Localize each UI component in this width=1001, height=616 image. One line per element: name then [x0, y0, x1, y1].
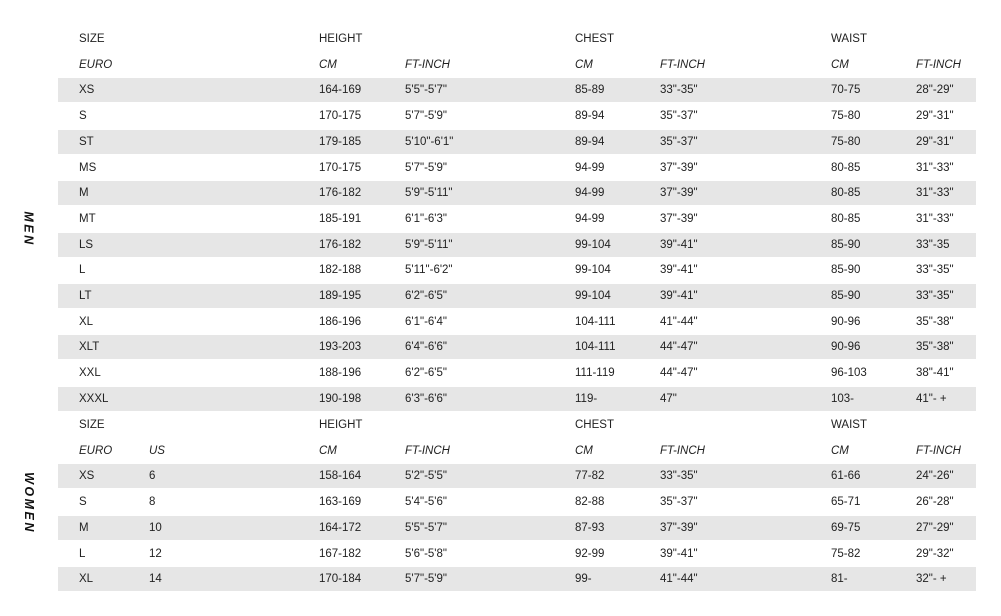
- waist-cm-cell: 85-90: [831, 238, 861, 251]
- table-row: [58, 387, 976, 411]
- height-cm-cell: 167-182: [319, 547, 362, 560]
- height-ft-cell: 6'3"-6'6": [405, 392, 447, 405]
- waist-cm-cell: 70-75: [831, 84, 861, 97]
- waist-ft-cell: 31"-33": [916, 212, 954, 225]
- table-row: [58, 258, 976, 282]
- waist-cm-cell: 65-71: [831, 496, 861, 509]
- size-header: SIZE: [79, 419, 105, 431]
- chest-cm-cell: 94-99: [575, 187, 605, 200]
- chest-cm-subheader: CM: [575, 444, 593, 457]
- waist-cm-cell: 75-80: [831, 110, 861, 123]
- table-row: [58, 464, 976, 488]
- height-ft-cell: 5'9"-5'11": [405, 187, 453, 200]
- chest-cm-cell: 119-: [575, 392, 598, 405]
- height-cm-cell: 164-172: [319, 521, 362, 534]
- height-ft-cell: 6'2"-6'5": [405, 367, 447, 380]
- chest-ft-cell: 44"-47": [660, 367, 698, 380]
- euro-size-cell: S: [79, 496, 87, 509]
- waist-ft-subheader: FT-INCH: [916, 58, 961, 71]
- waist-ft-cell: 38"-41": [916, 367, 954, 380]
- waist-ft-cell: 29"-31": [916, 110, 954, 123]
- chest-ft-cell: 35"-37": [660, 496, 698, 509]
- chest-cm-cell: 82-88: [575, 496, 605, 509]
- us-size-cell: 6: [149, 470, 156, 483]
- euro-size-cell: XLT: [79, 341, 100, 354]
- height-ft-cell: 5'7"-5'9": [405, 110, 447, 123]
- waist-cm-cell: 90-96: [831, 341, 861, 354]
- chest-cm-cell: 111-119: [575, 367, 615, 380]
- chest-cm-cell: 104-111: [575, 315, 616, 328]
- euro-size-cell: MS: [79, 161, 97, 174]
- euro-size-cell: ST: [79, 135, 94, 148]
- height-cm-cell: 189-195: [319, 290, 362, 302]
- euro-size-cell: M: [79, 187, 89, 200]
- table-row: [58, 104, 976, 128]
- waist-cm-cell: 80-85: [831, 161, 861, 174]
- waist-ft-cell: 24"-26": [916, 470, 954, 483]
- height-ft-cell: 5'9"-5'11": [405, 238, 453, 251]
- height-cm-cell: 190-198: [319, 392, 362, 405]
- euro-subheader: EURO: [79, 444, 113, 457]
- chest-cm-cell: 99-104: [575, 238, 611, 251]
- waist-ft-cell: 33"-35": [916, 264, 954, 277]
- chest-ft-cell: 35"-37": [660, 135, 698, 148]
- euro-size-cell: M: [79, 521, 89, 534]
- chest-ft-cell: 39"-41": [660, 547, 698, 560]
- chest-ft-cell: 44"-47": [660, 341, 698, 354]
- height-cm-cell: 185-191: [319, 212, 362, 225]
- women-label: [14, 443, 44, 563]
- chest-ft-subheader: FT-INCH: [660, 58, 705, 71]
- chest-cm-cell: 94-99: [575, 212, 605, 225]
- euro-size-cell: XL: [79, 315, 94, 328]
- waist-ft-cell: 31"-33": [916, 187, 954, 200]
- us-size-cell: 10: [149, 521, 162, 534]
- height-ft-cell: 5'5"-5'7": [405, 84, 447, 97]
- chest-ft-cell: 41"-44": [660, 573, 698, 586]
- women-header-row: [58, 413, 976, 437]
- height-header: HEIGHT: [319, 33, 363, 45]
- us-size-cell: 12: [149, 547, 162, 560]
- height-ft-cell: 5'6"-5'8": [405, 547, 447, 560]
- waist-ft-cell: 26"-28": [916, 496, 954, 509]
- height-cm-cell: 188-196: [319, 367, 362, 380]
- height-ft-cell: 6'1"-6'3": [405, 212, 447, 225]
- height-cm-subheader: CM: [319, 444, 337, 457]
- height-ft-subheader: FT-INCH: [405, 58, 450, 71]
- chest-ft-cell: 37"-39": [660, 187, 698, 200]
- table-row: [58, 567, 976, 591]
- chest-cm-cell: 99-104: [575, 264, 611, 277]
- women-subheader-row: [58, 439, 976, 463]
- waist-cm-subheader: CM: [831, 444, 849, 457]
- chest-ft-subheader: FT-INCH: [660, 444, 705, 457]
- waist-ft-cell: 31"-33": [916, 161, 954, 174]
- chest-ft-cell: 39"-41": [660, 290, 698, 302]
- waist-cm-cell: 85-90: [831, 290, 861, 302]
- waist-cm-cell: 80-85: [831, 212, 861, 225]
- waist-cm-cell: 80-85: [831, 187, 861, 200]
- chest-cm-cell: 89-94: [575, 110, 605, 123]
- height-ft-cell: 5'7"-5'9": [405, 161, 447, 174]
- height-cm-cell: 163-169: [319, 496, 362, 509]
- chest-cm-cell: 92-99: [575, 547, 605, 560]
- height-cm-cell: 193-203: [319, 341, 362, 354]
- us-size-cell: 14: [149, 573, 162, 586]
- men-label: [14, 79, 44, 379]
- men-subheader-row: [58, 53, 976, 77]
- height-ft-cell: 6'2"-6'5": [405, 290, 447, 302]
- waist-ft-cell: 33"-35": [916, 290, 954, 302]
- chest-cm-cell: 89-94: [575, 135, 605, 148]
- height-header: HEIGHT: [319, 419, 363, 431]
- height-cm-cell: 158-164: [319, 470, 362, 483]
- size-header: SIZE: [79, 33, 105, 45]
- chest-cm-cell: 104-111: [575, 341, 616, 354]
- waist-cm-cell: 61-66: [831, 470, 861, 483]
- waist-cm-cell: 75-80: [831, 135, 861, 148]
- table-row: [58, 207, 976, 231]
- euro-size-cell: XL: [79, 573, 94, 586]
- waist-cm-cell: 81-: [831, 573, 848, 586]
- height-cm-cell: 170-175: [319, 110, 362, 123]
- table-row: [58, 490, 976, 514]
- waist-header: WAIST: [831, 33, 867, 45]
- chest-ft-cell: 37"-39": [660, 161, 698, 174]
- euro-size-cell: L: [79, 547, 86, 560]
- euro-size-cell: XS: [79, 84, 95, 97]
- waist-ft-cell: 41"- +: [916, 392, 947, 405]
- waist-cm-cell: 90-96: [831, 315, 861, 328]
- chest-ft-cell: 39"-41": [660, 238, 698, 251]
- euro-size-cell: XXL: [79, 367, 101, 380]
- chest-cm-cell: 85-89: [575, 84, 605, 97]
- height-ft-cell: 5'11"-6'2": [405, 264, 453, 277]
- us-size-cell: 8: [149, 496, 156, 509]
- table-row: [58, 156, 976, 180]
- height-ft-cell: 5'5"-5'7": [405, 521, 447, 534]
- height-cm-subheader: CM: [319, 58, 337, 71]
- waist-cm-cell: 69-75: [831, 521, 861, 534]
- waist-cm-cell: 103-: [831, 392, 855, 405]
- height-cm-cell: 170-175: [319, 161, 362, 174]
- height-cm-cell: 182-188: [319, 264, 362, 277]
- table-row: [58, 78, 976, 102]
- height-ft-cell: 5'10"-6'1": [405, 135, 454, 148]
- chest-ft-cell: 39"-41": [660, 264, 698, 277]
- table-row: [58, 361, 976, 385]
- waist-ft-cell: 29"-32": [916, 547, 954, 560]
- chest-cm-cell: 94-99: [575, 161, 605, 174]
- chest-header: CHEST: [575, 33, 614, 45]
- chest-ft-cell: 33"-35": [660, 84, 698, 97]
- height-ft-subheader: FT-INCH: [405, 444, 450, 457]
- chest-cm-cell: 77-82: [575, 470, 605, 483]
- men-label-text: MEN: [22, 211, 36, 247]
- height-ft-cell: 5'4"-5'6": [405, 496, 447, 509]
- euro-size-cell: LT: [79, 290, 92, 302]
- waist-ft-cell: 33"-35: [916, 238, 950, 251]
- height-ft-cell: 5'7"-5'9": [405, 573, 447, 586]
- waist-cm-subheader: CM: [831, 58, 849, 71]
- waist-header: WAIST: [831, 419, 867, 431]
- chest-header: CHEST: [575, 419, 614, 431]
- waist-cm-cell: 85-90: [831, 264, 861, 277]
- euro-size-cell: XXXL: [79, 392, 109, 405]
- table-row: [58, 233, 976, 257]
- chest-cm-cell: 99-: [575, 573, 592, 586]
- height-cm-cell: 176-182: [319, 187, 362, 200]
- chest-ft-cell: 41"-44": [660, 315, 698, 328]
- height-cm-cell: 164-169: [319, 84, 362, 97]
- waist-cm-cell: 75-82: [831, 547, 861, 560]
- height-cm-cell: 179-185: [319, 135, 362, 148]
- height-cm-cell: 186-196: [319, 315, 362, 328]
- waist-ft-subheader: FT-INCH: [916, 444, 961, 457]
- waist-ft-cell: 28"-29": [916, 84, 954, 97]
- euro-size-cell: LS: [79, 238, 94, 251]
- table-row: [58, 516, 976, 540]
- waist-ft-cell: 32"- +: [916, 573, 947, 586]
- table-row: [58, 335, 976, 359]
- waist-ft-cell: 35"-38": [916, 315, 954, 328]
- height-cm-cell: 170-184: [319, 573, 362, 586]
- height-ft-cell: 5'2"-5'5": [405, 470, 447, 483]
- table-row: [58, 542, 976, 566]
- waist-cm-cell: 96-103: [831, 367, 867, 380]
- table-row: [58, 284, 976, 308]
- euro-size-cell: L: [79, 264, 86, 277]
- euro-subheader: EURO: [79, 58, 113, 71]
- chest-cm-subheader: CM: [575, 58, 593, 71]
- chest-ft-cell: 33"-35": [660, 470, 698, 483]
- euro-size-cell: MT: [79, 212, 96, 225]
- waist-ft-cell: 29"-31": [916, 135, 954, 148]
- waist-ft-cell: 35"-38": [916, 341, 954, 354]
- table-row: [58, 310, 976, 334]
- women-label-text: WOMEN: [22, 472, 36, 534]
- chest-ft-cell: 37"-39": [660, 212, 698, 225]
- chest-ft-cell: 35"-37": [660, 110, 698, 123]
- table-row: [58, 181, 976, 205]
- chest-cm-cell: 87-93: [575, 521, 605, 534]
- waist-ft-cell: 27"-29": [916, 521, 954, 534]
- height-cm-cell: 176-182: [319, 238, 362, 251]
- euro-size-cell: S: [79, 110, 87, 123]
- height-ft-cell: 6'4"-6'6": [405, 341, 447, 354]
- euro-size-cell: XS: [79, 470, 95, 483]
- chest-cm-cell: 99-104: [575, 290, 611, 302]
- chest-ft-cell: 37"-39": [660, 521, 698, 534]
- table-row: [58, 130, 976, 154]
- height-ft-cell: 6'1"-6'4": [405, 315, 447, 328]
- chest-ft-cell: 47": [660, 392, 677, 405]
- us-subheader: US: [149, 444, 165, 457]
- men-header-row: [58, 27, 976, 51]
